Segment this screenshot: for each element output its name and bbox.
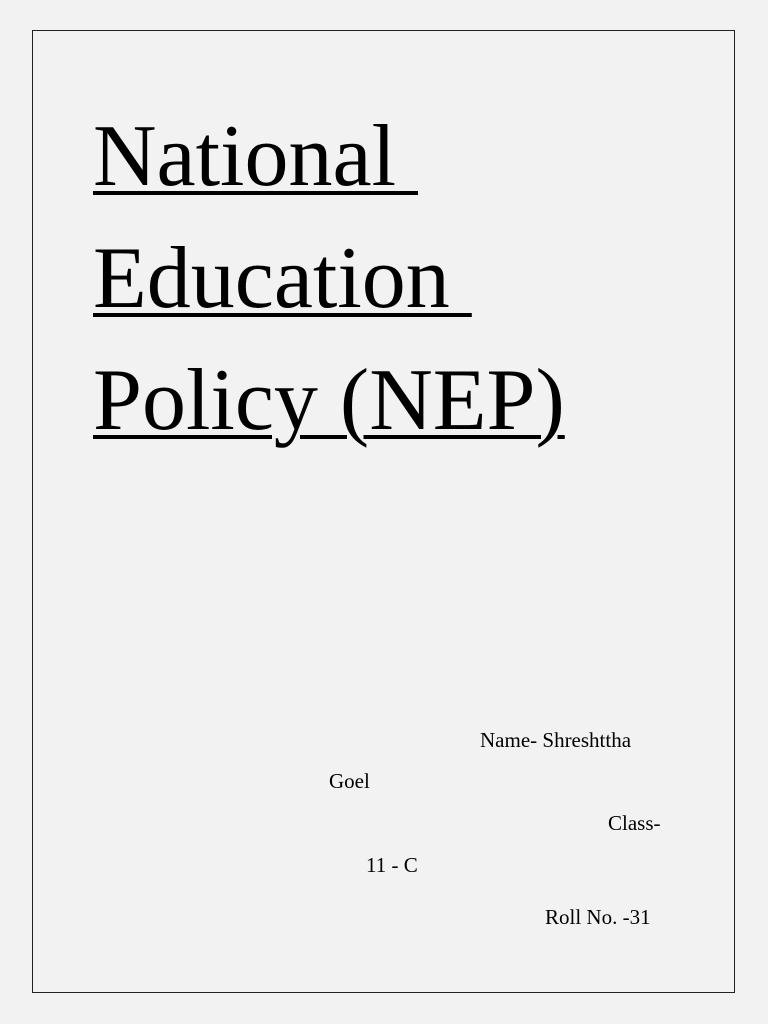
title-line-1: National [93, 108, 419, 205]
student-name-line-1: Name- Shreshttha [480, 728, 632, 752]
student-name-line-2: Goel [329, 769, 370, 793]
title-line-2: Education [93, 230, 472, 327]
student-class-value: 11 - C [366, 853, 418, 877]
student-roll-number: Roll No. -31 [545, 905, 651, 929]
student-class-label: Class- [608, 811, 661, 835]
title-line-3: Policy (NEP) [93, 352, 565, 449]
document-title [93, 96, 565, 462]
